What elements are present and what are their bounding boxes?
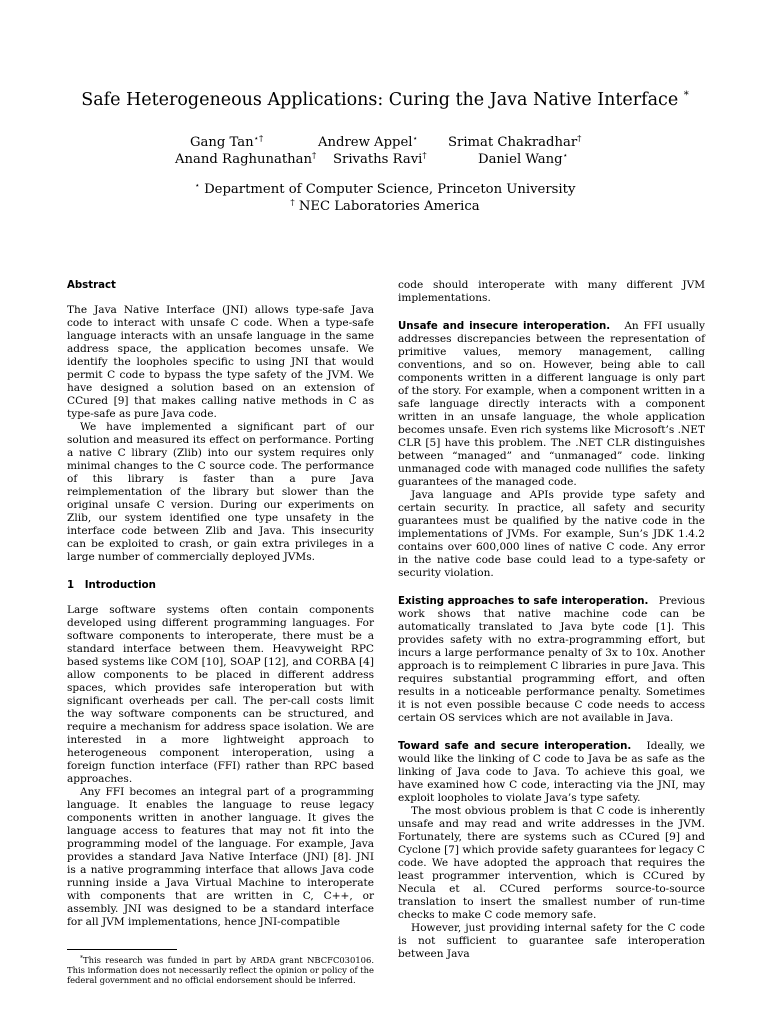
right-column [398, 279, 705, 961]
introduction-heading: 1 Introduction [67, 580, 156, 591]
author-daniel-wang [478, 151, 568, 167]
author-mark: ⋆ [562, 151, 568, 161]
author-anand-raghunathan [175, 151, 316, 167]
footnote [67, 954, 374, 985]
affiliation-text: NEC Laboratories America [298, 199, 480, 214]
spacer [67, 564, 374, 579]
footnote-rule [67, 949, 177, 950]
spacer [398, 580, 705, 595]
unsafe-run-in-heading: Unsafe and insecure interoperation. [398, 321, 611, 332]
toward-text: Ideally, we would like the linking of C code to Java be as safe as the linking of Java code to Java. To achieve this goal, we have examined how C code, interacting via the JNI, may exploit loopholes to violate Java’s type safety. [398, 740, 705, 804]
existing-run-in-heading: Existing approaches to safe interoperation. [398, 596, 649, 607]
author-name: Srimat Chakradhar [448, 135, 578, 150]
author-srivaths-ravi [333, 151, 427, 167]
author-name: Andrew Appel [318, 135, 413, 150]
title-footnote-mark: * [683, 90, 689, 101]
spacer [398, 725, 705, 740]
author-andrew-appel [318, 134, 418, 150]
author-srimat-chakradhar [448, 134, 581, 150]
left-column [67, 279, 374, 985]
author-gang-tan [190, 134, 263, 150]
author-mark: ⋆† [253, 134, 264, 144]
toward-run-in-heading: Toward safe and secure interoperation. [398, 741, 632, 752]
intro-continuation: code should interoperate with many different JVM implementations. [398, 279, 705, 304]
toward-paragraph-1 [398, 740, 705, 805]
affiliation-text: Department of Computer Science, Princeton University [204, 182, 576, 197]
author-mark: † [312, 151, 317, 161]
author-name: Srivaths Ravi [333, 152, 423, 167]
footnote-mark: * [80, 955, 83, 962]
affiliation-mark: ⋆ [194, 181, 200, 191]
author-mark: † [577, 134, 582, 144]
author-name: Anand Raghunathan [175, 152, 313, 167]
author-name: Daniel Wang [478, 152, 563, 167]
unsafe-paragraph-2: Java language and APIs provide type safety and certain security. In practice, all safety and security guarantees must be qualified by the native code in the implementations of JVMs. For example, Sun’s JDK 1.4.2 contains over 600,000 lines of native C code. Any error in the native code base could lead to a type-safety or security violation. [398, 489, 705, 579]
author-name: Gang Tan [190, 135, 254, 150]
footnote-text: This research was funded in part by ARDA grant NBCFC030106. This information does not necessarily reflect the opinion or policy of the federal government and no official endorsement should be inferred. [67, 955, 374, 985]
intro-paragraph-2: Any FFI becomes an integral part of a programming language. It enables the language to reuse legacy components written in another language. It gives the language access to features that may not fit into the programming model of the language. For example, Java provides a standard Java Native Interface (JNI) [8]. JNI is a native programming interface that allows Java code running inside a Java Virtual Machine to interoperate with components that are written in C, C++, or assembly. JNI was designed to be a standard interface for all JVM implementations, hence JNI-compatible [67, 786, 374, 928]
existing-text: Previous work shows that native machine code can be automatically translated to Java byte code [1]. This provides safety with no extra-programming effort, but incurs a large performance penalty of 3x to 10x. Another approach is to reimplement C libraries in pure Java. This requires substantial programming effort, and often results in a noticeable performance penalty. Sometimes it is not even possible because C code needs to access certain OS services which are not available in Java. [398, 595, 705, 724]
paper-title-text: Safe Heterogeneous Applications: Curing the Java Native Interface [81, 90, 679, 110]
intro-paragraph-1: Large software systems often contain components developed using different programming languages. For software components to interoperate, there must be a standard interface between them. Heavyweight RPC based systems like COM [10], SOAP [12], and CORBA [4] allow components to be placed in different address spaces, which provides safe interoperation but with significant overheads per call. The per-call costs limit the way software components can be structured, and require a mechanism for address space isolation. We are interested in a more lightweight approach to heterogeneous component interoperation, using a foreign function interface (FFI) rather than RPC based approaches. [67, 604, 374, 785]
paper-title [0, 90, 770, 110]
affiliation-nec [0, 198, 770, 214]
affiliation-princeton [0, 181, 770, 197]
abstract-paragraph-2: We have implemented a significant part of our solution and measured its effect on performance. Porting a native C library (Zlib) into our system requires only minimal changes to the C source code. The performance of this library is faster than a pure Java reimplementation of the library but slower than the original unsafe C version. During our experiments on Zlib, our system identified one type unsafety in the interface code between Zlib and Java. This insecurity can be exploited to crash, or gain extra privileges in a large number of commercially deployed JVMs. [67, 421, 374, 563]
author-mark: † [422, 151, 427, 161]
affiliation-mark: † [290, 198, 295, 208]
abstract-heading: Abstract [67, 280, 116, 291]
abstract-paragraph-1: The Java Native Interface (JNI) allows type-safe Java code to interact with unsafe C code. When a type-safe language interacts with an unsafe language in the same address space, the application becomes unsafe. We identify the loopholes specific to using JNI that would permit C code to bypass the type safety of the JVM. We have designed a solution based on an extension of CCured [9] that makes calling native methods in C as type-safe as pure Java code. [67, 304, 374, 420]
unsafe-paragraph-1 [398, 320, 705, 489]
toward-paragraph-3: However, just providing internal safety for the C code is not sufficient to guarantee safe interoperation between Java [398, 922, 705, 960]
author-mark: ⋆ [412, 134, 418, 144]
unsafe-text: An FFI usually addresses discrepancies between the representation of primitive values, memory management, calling conventions, and so on. However, being able to call components written in a different language is only part of the story. For example, when a component written in a safe language directly interacts with a component written in an unsafe language, the whole application becomes unsafe. Even rich systems like Microsoft’s .NET CLR [5] have this problem. The .NET CLR distinguishes between “managed” and “unmanaged” code. linking unmanaged code with managed code nullifies the safety guarantees of the managed code. [398, 320, 705, 488]
toward-paragraph-2: The most obvious problem is that C code is inherently unsafe and may read and write addresses in the JVM. Fortunately, there are systems such as CCured [9] and Cyclone [7] which provide safety guarantees for legacy C code. We have adopted the approach that requires the least programmer intervention, which is CCured by Necula et al. CCured performs source-to-source translation to insert the smallest number of run-time checks to make C code memory safe. [398, 805, 705, 921]
spacer [398, 305, 705, 320]
existing-paragraph [398, 595, 705, 725]
